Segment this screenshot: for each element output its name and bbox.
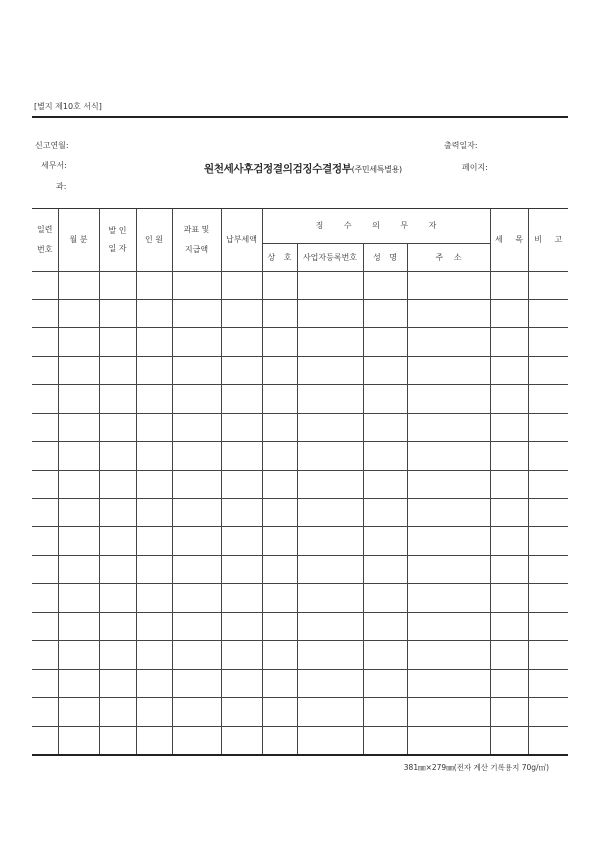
table-row — [32, 726, 568, 754]
table-cell[interactable] — [363, 299, 407, 327]
report-date-label: 신고연월: — [35, 141, 69, 150]
table-cell[interactable] — [136, 271, 172, 299]
table-cell[interactable] — [58, 413, 99, 441]
table-cell[interactable] — [58, 527, 99, 555]
table-cell[interactable] — [407, 669, 490, 697]
table-cell[interactable] — [32, 442, 58, 470]
table-cell[interactable] — [297, 442, 363, 470]
table-cell[interactable] — [528, 726, 568, 754]
form-title-main: 원천세사후검정결의검징수결정부 — [204, 163, 352, 175]
table-cell[interactable] — [221, 584, 262, 612]
table-cell[interactable] — [297, 356, 363, 384]
table-cell[interactable] — [172, 271, 221, 299]
col-persons: 인 원 — [136, 209, 172, 271]
table-cell[interactable] — [528, 442, 568, 470]
col-seq-no: 일련 번호 — [32, 209, 58, 271]
table-cell[interactable] — [221, 356, 262, 384]
table-cell[interactable] — [262, 385, 297, 413]
table-cell[interactable] — [490, 612, 528, 640]
division-label: 과: — [56, 182, 67, 191]
print-date-label: 출력일자: — [444, 141, 478, 150]
page-label: 페이지: — [462, 163, 488, 172]
form-title-sub: (주민세특별용) — [351, 165, 402, 174]
table-cell[interactable] — [363, 669, 407, 697]
table-cell[interactable] — [221, 669, 262, 697]
table-cell[interactable] — [221, 612, 262, 640]
table-row — [32, 328, 568, 356]
table-cell[interactable] — [136, 698, 172, 726]
table-cell[interactable] — [58, 271, 99, 299]
table-cell[interactable] — [172, 527, 221, 555]
table-cell[interactable] — [262, 584, 297, 612]
table-cell[interactable] — [407, 442, 490, 470]
table-cell[interactable] — [407, 527, 490, 555]
table-cell[interactable] — [490, 669, 528, 697]
table-cell[interactable] — [99, 698, 136, 726]
table-cell[interactable] — [32, 726, 58, 754]
table-cell[interactable] — [490, 328, 528, 356]
ledger-body — [32, 271, 568, 754]
table-cell[interactable] — [221, 698, 262, 726]
table-cell[interactable] — [262, 328, 297, 356]
table-row — [32, 641, 568, 669]
table-cell[interactable] — [528, 555, 568, 583]
table-cell[interactable] — [490, 499, 528, 527]
table-cell[interactable] — [407, 726, 490, 754]
ledger-table — [32, 209, 568, 754]
table-cell[interactable] — [172, 385, 221, 413]
table-cell[interactable] — [136, 584, 172, 612]
table-cell[interactable] — [32, 669, 58, 697]
table-cell[interactable] — [32, 470, 58, 498]
table-cell[interactable] — [528, 698, 568, 726]
table-cell[interactable] — [528, 413, 568, 441]
table-cell[interactable] — [58, 499, 99, 527]
table-cell[interactable] — [528, 385, 568, 413]
table-row — [32, 669, 568, 697]
table-cell[interactable] — [172, 499, 221, 527]
table-cell[interactable] — [99, 356, 136, 384]
table-cell[interactable] — [262, 527, 297, 555]
table-cell[interactable] — [221, 470, 262, 498]
table-cell[interactable] — [58, 356, 99, 384]
table-cell[interactable] — [262, 555, 297, 583]
table-cell[interactable] — [262, 442, 297, 470]
table-cell[interactable] — [297, 527, 363, 555]
table-cell[interactable] — [221, 726, 262, 754]
table-row — [32, 527, 568, 555]
table-cell[interactable] — [32, 271, 58, 299]
table-cell[interactable] — [32, 299, 58, 327]
table-cell[interactable] — [136, 726, 172, 754]
table-cell[interactable] — [58, 385, 99, 413]
header-row-1 — [32, 209, 568, 243]
table-cell[interactable] — [363, 612, 407, 640]
table-cell[interactable] — [262, 726, 297, 754]
table-cell[interactable] — [363, 271, 407, 299]
table-cell[interactable] — [407, 641, 490, 669]
table-cell[interactable] — [363, 328, 407, 356]
table-cell[interactable] — [32, 527, 58, 555]
table-cell[interactable] — [221, 641, 262, 669]
table-cell[interactable] — [297, 413, 363, 441]
col-tax-item: 세 목 — [490, 209, 528, 271]
table-cell[interactable] — [172, 641, 221, 669]
table-cell[interactable] — [407, 413, 490, 441]
table-row — [32, 385, 568, 413]
table-cell[interactable] — [490, 271, 528, 299]
table-cell[interactable] — [99, 527, 136, 555]
table-cell[interactable] — [528, 612, 568, 640]
table-cell[interactable] — [297, 612, 363, 640]
table-cell[interactable] — [136, 470, 172, 498]
form-title — [204, 161, 402, 176]
table-row — [32, 413, 568, 441]
table-cell[interactable] — [262, 698, 297, 726]
table-cell[interactable] — [262, 470, 297, 498]
table-cell[interactable] — [528, 328, 568, 356]
table-row — [32, 271, 568, 299]
form-number-label: [별지 제10호 서식] — [34, 102, 102, 111]
table-cell[interactable] — [172, 299, 221, 327]
col-paid-tax: 납부세액 — [221, 209, 262, 271]
table-cell[interactable] — [136, 612, 172, 640]
table-cell[interactable] — [32, 698, 58, 726]
col-name: 성 명 — [363, 243, 407, 271]
table-cell[interactable] — [297, 499, 363, 527]
table-cell[interactable] — [99, 470, 136, 498]
table-cell[interactable] — [528, 527, 568, 555]
table-cell[interactable] — [58, 726, 99, 754]
table-cell[interactable] — [363, 641, 407, 669]
table-cell[interactable] — [58, 669, 99, 697]
table-cell[interactable] — [58, 584, 99, 612]
col-biz-reg-no: 사업자등록번호 — [297, 243, 363, 271]
table-cell[interactable] — [297, 669, 363, 697]
table-cell[interactable] — [490, 442, 528, 470]
table-cell[interactable] — [221, 385, 262, 413]
table-cell[interactable] — [297, 555, 363, 583]
table-cell[interactable] — [172, 442, 221, 470]
table-cell[interactable] — [490, 356, 528, 384]
table-cell[interactable] — [58, 328, 99, 356]
table-cell[interactable] — [297, 470, 363, 498]
table-cell[interactable] — [363, 413, 407, 441]
table-cell[interactable] — [297, 698, 363, 726]
table-cell[interactable] — [490, 555, 528, 583]
table-cell[interactable] — [136, 555, 172, 583]
table-cell[interactable] — [32, 356, 58, 384]
table-cell[interactable] — [490, 698, 528, 726]
table-cell[interactable] — [363, 385, 407, 413]
table-cell[interactable] — [363, 555, 407, 583]
table-cell[interactable] — [99, 584, 136, 612]
table-cell[interactable] — [99, 413, 136, 441]
table-cell[interactable] — [58, 299, 99, 327]
table-cell[interactable] — [528, 641, 568, 669]
table-cell[interactable] — [172, 555, 221, 583]
col-address: 주 소 — [407, 243, 490, 271]
table-cell[interactable] — [58, 612, 99, 640]
table-cell[interactable] — [58, 698, 99, 726]
table-cell[interactable] — [262, 299, 297, 327]
table-cell[interactable] — [407, 328, 490, 356]
table-row — [32, 470, 568, 498]
table-row — [32, 499, 568, 527]
table-cell[interactable] — [297, 271, 363, 299]
table-cell[interactable] — [297, 299, 363, 327]
col-remarks: 비 고 — [528, 209, 568, 271]
tax-ledger-form — [32, 116, 568, 756]
table-cell[interactable] — [490, 385, 528, 413]
table-cell[interactable] — [528, 271, 568, 299]
col-month: 월 분 — [58, 209, 99, 271]
table-cell[interactable] — [32, 385, 58, 413]
table-row — [32, 299, 568, 327]
table-cell[interactable] — [221, 328, 262, 356]
table-cell[interactable] — [528, 669, 568, 697]
table-cell[interactable] — [58, 641, 99, 669]
table-cell[interactable] — [407, 612, 490, 640]
table-cell[interactable] — [490, 527, 528, 555]
table-row — [32, 584, 568, 612]
table-cell[interactable] — [297, 641, 363, 669]
table-cell[interactable] — [99, 726, 136, 754]
table-cell[interactable] — [136, 499, 172, 527]
table-cell[interactable] — [32, 612, 58, 640]
col-company: 상 호 — [262, 243, 297, 271]
table-cell[interactable] — [136, 385, 172, 413]
table-cell[interactable] — [363, 356, 407, 384]
table-cell[interactable] — [58, 470, 99, 498]
table-cell[interactable] — [136, 669, 172, 697]
table-cell[interactable] — [136, 299, 172, 327]
table-cell[interactable] — [172, 413, 221, 441]
table-cell[interactable] — [136, 442, 172, 470]
table-cell[interactable] — [363, 698, 407, 726]
table-cell[interactable] — [528, 584, 568, 612]
table-cell[interactable] — [262, 669, 297, 697]
table-cell[interactable] — [262, 499, 297, 527]
table-cell[interactable] — [528, 356, 568, 384]
table-cell[interactable] — [528, 470, 568, 498]
table-cell[interactable] — [99, 641, 136, 669]
table-cell[interactable] — [407, 698, 490, 726]
table-cell[interactable] — [136, 413, 172, 441]
table-cell[interactable] — [172, 470, 221, 498]
table-cell[interactable] — [262, 612, 297, 640]
table-cell[interactable] — [136, 356, 172, 384]
table-cell[interactable] — [407, 271, 490, 299]
table-cell[interactable] — [136, 328, 172, 356]
table-cell[interactable] — [221, 413, 262, 441]
table-cell[interactable] — [172, 356, 221, 384]
paper-spec-footer: 381㎜×279㎜(전자 계산 기록용지 70g/㎡) — [403, 763, 549, 772]
table-cell[interactable] — [363, 527, 407, 555]
table-cell[interactable] — [172, 612, 221, 640]
table-cell[interactable] — [490, 299, 528, 327]
table-cell[interactable] — [99, 669, 136, 697]
table-cell[interactable] — [363, 584, 407, 612]
table-cell[interactable] — [407, 299, 490, 327]
table-cell[interactable] — [99, 385, 136, 413]
table-cell[interactable] — [58, 442, 99, 470]
table-cell[interactable] — [262, 413, 297, 441]
table-row — [32, 555, 568, 583]
table-cell[interactable] — [490, 470, 528, 498]
table-cell[interactable] — [490, 726, 528, 754]
table-cell[interactable] — [32, 499, 58, 527]
col-stamp-date: 발 인 일 자 — [99, 209, 136, 271]
table-cell[interactable] — [528, 499, 568, 527]
table-cell[interactable] — [172, 669, 221, 697]
table-cell[interactable] — [32, 641, 58, 669]
table-cell[interactable] — [297, 328, 363, 356]
table-cell[interactable] — [32, 555, 58, 583]
table-cell[interactable] — [221, 271, 262, 299]
table-cell[interactable] — [490, 584, 528, 612]
table-cell[interactable] — [221, 527, 262, 555]
table-cell[interactable] — [99, 555, 136, 583]
table-cell[interactable] — [221, 299, 262, 327]
table-cell[interactable] — [363, 499, 407, 527]
table-cell[interactable] — [490, 641, 528, 669]
table-cell[interactable] — [32, 328, 58, 356]
tax-office-label: 세무서: — [41, 161, 67, 170]
table-row — [32, 612, 568, 640]
table-cell[interactable] — [172, 726, 221, 754]
table-cell[interactable] — [221, 442, 262, 470]
table-cell[interactable] — [363, 442, 407, 470]
table-cell[interactable] — [136, 527, 172, 555]
table-cell[interactable] — [136, 641, 172, 669]
table-cell[interactable] — [99, 499, 136, 527]
table-cell[interactable] — [172, 698, 221, 726]
table-cell[interactable] — [407, 385, 490, 413]
table-cell[interactable] — [407, 499, 490, 527]
table-cell[interactable] — [407, 470, 490, 498]
table-cell[interactable] — [262, 271, 297, 299]
table-row — [32, 442, 568, 470]
table-cell[interactable] — [99, 442, 136, 470]
table-cell[interactable] — [58, 555, 99, 583]
col-taxable-amount: 과표 및 지급액 — [172, 209, 221, 271]
table-cell[interactable] — [32, 584, 58, 612]
table-cell[interactable] — [99, 328, 136, 356]
table-cell[interactable] — [297, 385, 363, 413]
table-cell[interactable] — [172, 584, 221, 612]
table-cell[interactable] — [297, 584, 363, 612]
table-cell[interactable] — [407, 356, 490, 384]
table-cell[interactable] — [99, 299, 136, 327]
table-cell[interactable] — [32, 413, 58, 441]
table-row — [32, 698, 568, 726]
table-cell[interactable] — [297, 726, 363, 754]
table-cell[interactable] — [407, 584, 490, 612]
col-obligor-group: 징 수 의 무 자 — [262, 209, 490, 243]
table-cell[interactable] — [490, 413, 528, 441]
table-cell[interactable] — [221, 555, 262, 583]
form-header — [32, 118, 568, 209]
table-cell[interactable] — [262, 356, 297, 384]
table-row — [32, 356, 568, 384]
table-cell[interactable] — [172, 328, 221, 356]
table-cell[interactable] — [99, 612, 136, 640]
table-cell[interactable] — [363, 470, 407, 498]
table-cell[interactable] — [407, 555, 490, 583]
table-cell[interactable] — [262, 641, 297, 669]
table-cell[interactable] — [99, 271, 136, 299]
table-cell[interactable] — [221, 499, 262, 527]
table-cell[interactable] — [363, 726, 407, 754]
table-cell[interactable] — [528, 299, 568, 327]
